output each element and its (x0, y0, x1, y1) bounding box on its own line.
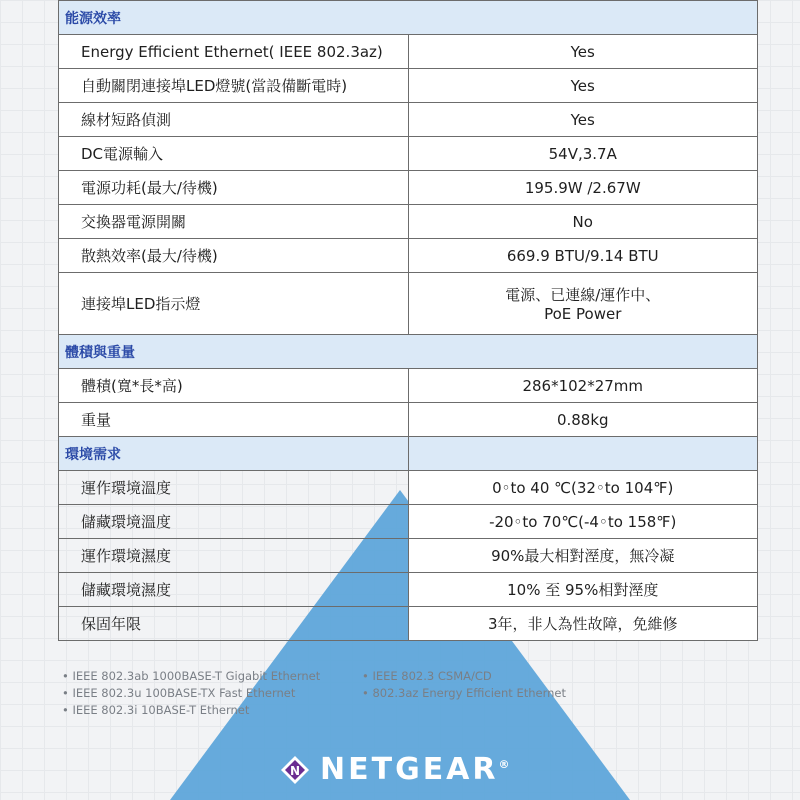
row-label: 保固年限 (59, 607, 409, 641)
section-header-size-weight (59, 335, 758, 369)
standard-text: IEEE 802.3 CSMA/CD (372, 669, 492, 683)
row-label: 自動關閉連接埠LED燈號(當設備斷電時) (59, 69, 409, 103)
section-title: 能源效率 (59, 1, 758, 35)
section-title: 環境需求 (59, 437, 409, 471)
table-row (59, 103, 758, 137)
section-title-spacer (408, 437, 758, 471)
table-row (59, 69, 758, 103)
row-label: 重量 (59, 403, 409, 437)
table-row (59, 137, 758, 171)
row-label: 運作環境溫度 (59, 471, 409, 505)
table-row (59, 239, 758, 273)
row-value: 3年，非人為性故障，免維修 (408, 607, 758, 641)
row-value-line: 電源、已連線/運作中、 (505, 286, 661, 304)
table-row (59, 273, 758, 335)
row-label: DC電源輸入 (59, 137, 409, 171)
standard-item: • IEEE 802.3 CSMA/CD (362, 669, 492, 683)
brand-name-text: NETGEAR (320, 752, 499, 787)
brand-name (320, 752, 513, 787)
table-row (59, 205, 758, 239)
standards-right-column (362, 668, 566, 702)
row-label: 線材短路偵測 (59, 103, 409, 137)
standard-text: IEEE 802.3u 100BASE-TX Fast Ethernet (72, 686, 296, 700)
row-value (408, 273, 758, 335)
table-row (59, 607, 758, 641)
table-row (59, 471, 758, 505)
standard-text: IEEE 802.3i 10BASE-T Ethernet (72, 703, 250, 717)
row-value: Yes (408, 35, 758, 69)
row-value: 195.9W /2.67W (408, 171, 758, 205)
row-label: 運作環境濕度 (59, 539, 409, 573)
registered-mark: ® (498, 758, 513, 771)
row-value: 54V,3.7A (408, 137, 758, 171)
standard-item: • IEEE 802.3i 10BASE-T Ethernet (62, 703, 250, 717)
row-value: 669.9 BTU/9.14 BTU (408, 239, 758, 273)
row-value: 90%最大相對溼度，無冷凝 (408, 539, 758, 573)
spec-table (58, 0, 758, 641)
row-value: No (408, 205, 758, 239)
table-row (59, 573, 758, 607)
table-row (59, 171, 758, 205)
standard-item: • IEEE 802.3u 100BASE-TX Fast Ethernet (62, 686, 296, 700)
row-label: 散熱效率(最大/待機) (59, 239, 409, 273)
table-row (59, 369, 758, 403)
row-label: 體積(寬*長*高) (59, 369, 409, 403)
section-header-environment (59, 437, 758, 471)
row-value: Yes (408, 103, 758, 137)
standard-text: IEEE 802.3ab 1000BASE-T Gigabit Ethernet (72, 669, 321, 683)
row-value: -20◦to 70℃(-4◦to 158℉) (408, 505, 758, 539)
row-value: 0.88kg (408, 403, 758, 437)
netgear-logo-icon (280, 755, 310, 785)
section-header-energy (59, 1, 758, 35)
section-title: 體積與重量 (59, 335, 758, 369)
row-value: Yes (408, 69, 758, 103)
row-label: 電源功耗(最大/待機) (59, 171, 409, 205)
standard-item: • IEEE 802.3ab 1000BASE-T Gigabit Ethernet (62, 669, 321, 683)
standards-left-column (62, 668, 320, 719)
row-label: 連接埠LED指示燈 (59, 273, 409, 335)
row-label: 交換器電源開關 (59, 205, 409, 239)
row-value: 286*102*27mm (408, 369, 758, 403)
netgear-logo (280, 752, 513, 787)
table-row (59, 539, 758, 573)
standard-text: 802.3az Energy Efficient Ethernet (372, 686, 566, 700)
row-label: Energy Efficient Ethernet( IEEE 802.3az) (59, 35, 409, 69)
row-value-line: PoE Power (544, 305, 622, 323)
row-label: 儲藏環境溫度 (59, 505, 409, 539)
row-value: 10% 至 95%相對溼度 (408, 573, 758, 607)
table-row (59, 505, 758, 539)
standard-item: • 802.3az Energy Efficient Ethernet (362, 686, 566, 700)
table-row (59, 403, 758, 437)
row-value: 0◦to 40 ℃(32◦to 104℉) (408, 471, 758, 505)
table-row (59, 35, 758, 69)
logo-mark-letter: N (289, 763, 301, 778)
row-label: 儲藏環境濕度 (59, 573, 409, 607)
